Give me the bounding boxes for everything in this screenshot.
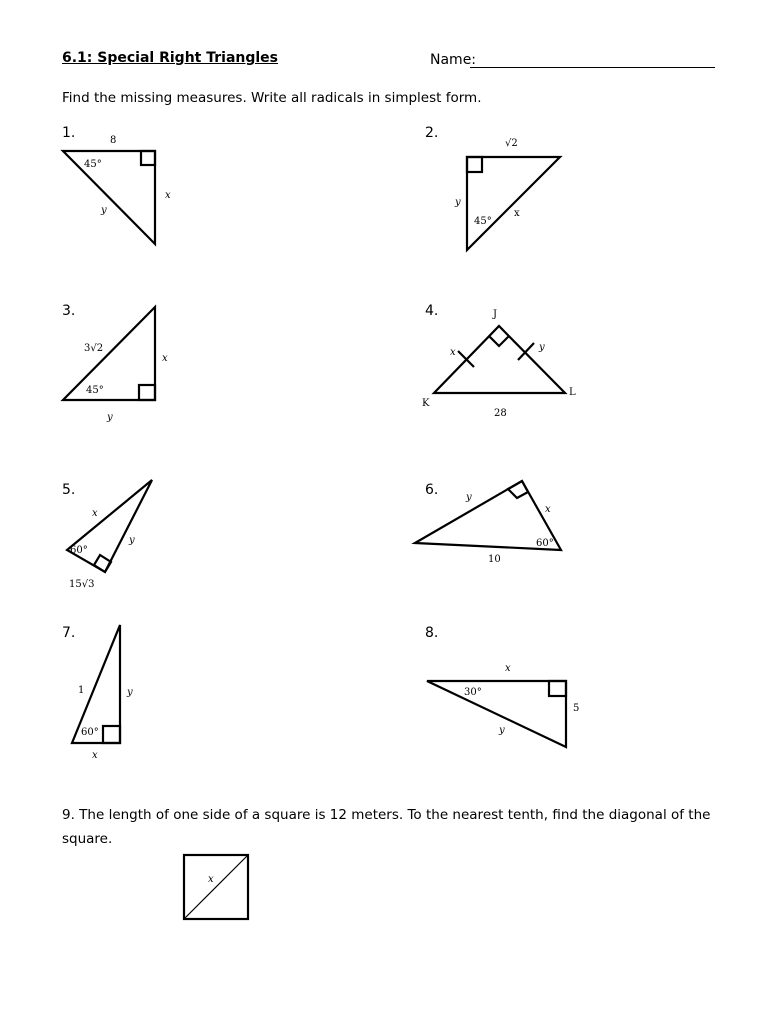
label-4-vertex-k: K xyxy=(422,398,430,409)
label-4-vertex-j: J xyxy=(493,309,498,320)
label-5-hyp: x xyxy=(92,508,98,519)
label-1-angle: 45° xyxy=(84,159,102,170)
label-6-hyp: 10 xyxy=(488,554,501,565)
problem-4-number: 4. xyxy=(425,303,439,319)
label-6-angle: 60° xyxy=(536,538,554,549)
label-6-leg: y xyxy=(466,492,472,503)
name-label: Name: xyxy=(430,52,477,68)
square-diagonal xyxy=(184,855,248,919)
question-9-text: 9. The length of one side of a square is 12 meters. To the nearest tenth, find the diagonal of the square. xyxy=(62,807,711,847)
label-7-hyp: 1 xyxy=(78,685,85,696)
label-8-top: x xyxy=(505,663,511,674)
label-3-angle: 45° xyxy=(86,385,104,396)
label-2-left: y xyxy=(455,197,461,208)
label-8-right: 5 xyxy=(573,703,580,714)
triangle-5 xyxy=(67,480,152,572)
label-3-bottom: y xyxy=(107,412,113,423)
problem-1-number: 1. xyxy=(62,125,76,141)
label-5-leg: y xyxy=(129,535,135,546)
instructions: Find the missing measures. Write all radicals in simplest form. xyxy=(62,90,482,106)
right-angle-mark-7 xyxy=(103,726,120,743)
label-4-right: y xyxy=(539,342,545,353)
problem-5-number: 5. xyxy=(62,482,76,498)
label-2-top: √2 xyxy=(505,138,518,149)
label-1-hyp: y xyxy=(101,205,107,216)
label-7-angle: 60° xyxy=(81,727,99,738)
tick-mark-right xyxy=(518,343,534,360)
triangle-4 xyxy=(434,326,565,393)
label-2-angle: 45° xyxy=(474,216,492,227)
label-3-hyp: 3√2 xyxy=(84,343,104,354)
label-5-short: 15√3 xyxy=(69,579,95,590)
label-4-left: x xyxy=(450,347,456,358)
label-8-hyp: y xyxy=(499,725,505,736)
label-4-bottom: 28 xyxy=(494,408,507,419)
problem-8-number: 8. xyxy=(425,625,439,641)
label-1-top: 8 xyxy=(110,135,117,146)
page-title: 6.1: Special Right Triangles xyxy=(62,50,279,66)
label-2-hyp: x xyxy=(514,208,520,219)
label-5-angle: 60° xyxy=(70,545,88,556)
label-7-bottom: x xyxy=(92,750,98,761)
problem-2-number: 2. xyxy=(425,125,439,141)
label-9-diagonal: x xyxy=(208,874,214,885)
right-angle-mark-8 xyxy=(549,681,566,696)
label-6-right: x xyxy=(545,504,551,515)
label-8-angle: 30° xyxy=(464,687,482,698)
problem-3-number: 3. xyxy=(62,303,76,319)
label-1-right: x xyxy=(165,190,171,201)
label-3-right: x xyxy=(162,353,168,364)
right-angle-mark-4 xyxy=(489,336,509,346)
label-7-right: y xyxy=(127,687,133,698)
problem-7-number: 7. xyxy=(62,625,76,641)
right-angle-mark-2 xyxy=(467,157,482,172)
right-angle-mark-6 xyxy=(508,481,528,498)
right-angle-mark-1 xyxy=(141,151,155,165)
problem-6-number: 6. xyxy=(425,482,439,498)
triangle-8 xyxy=(427,681,566,747)
label-4-vertex-l: L xyxy=(569,387,576,398)
right-angle-mark-3 xyxy=(139,385,155,400)
